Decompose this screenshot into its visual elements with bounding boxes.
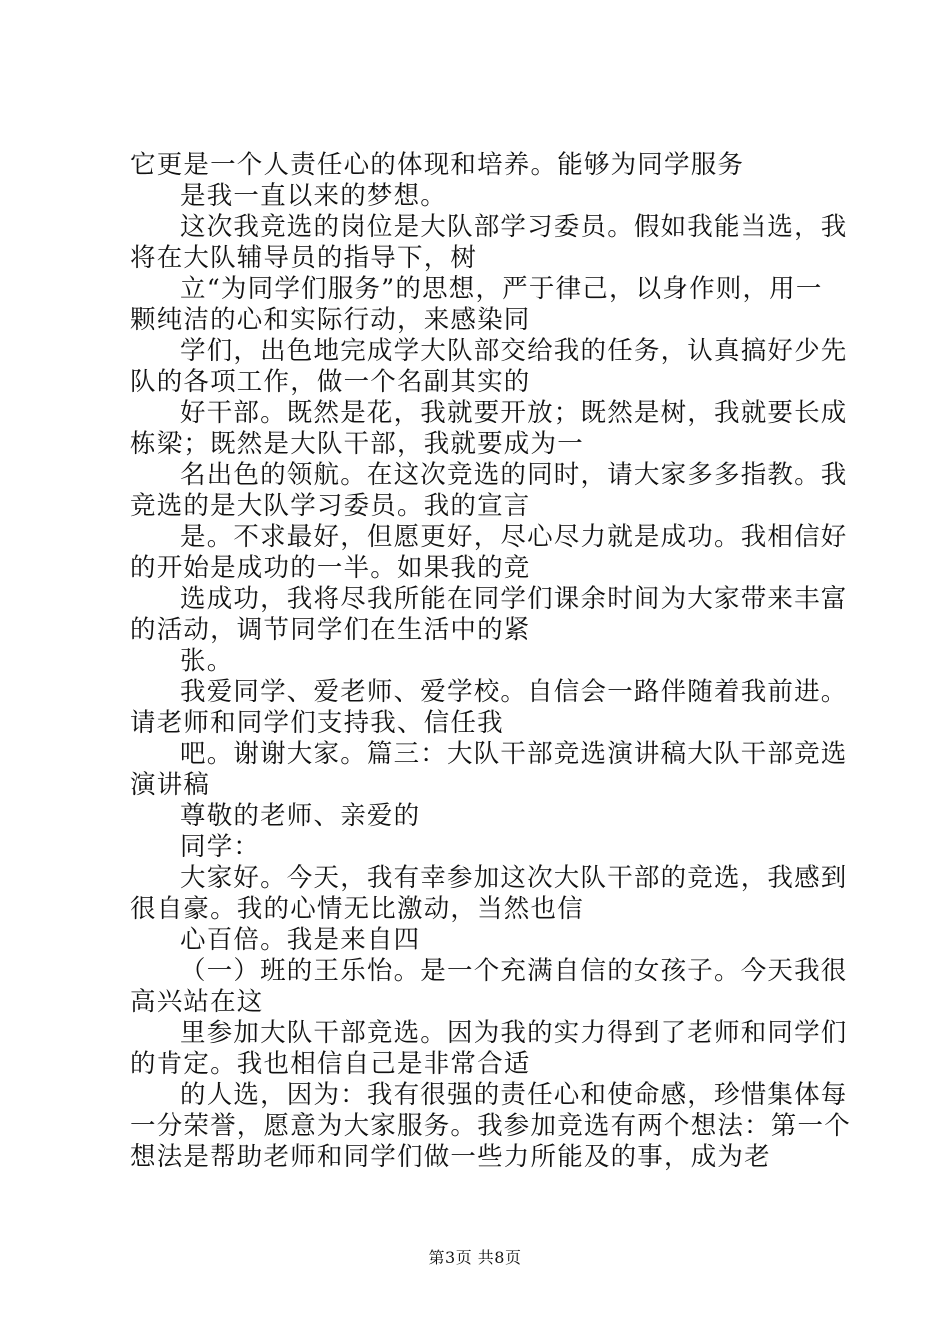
paragraph-line: 它更是一个人责任心的体现和培养。能够为同学服务 — [130, 150, 745, 180]
paragraph-line: 的肯定。我也相信自己是非常合适 — [130, 1049, 531, 1079]
paragraph-line: 我爱同学、爱老师、爱学校。自信会一路伴随着我前进。 — [180, 677, 848, 707]
paragraph-line: 竞选的是大队学习委员。我的宣言 — [130, 491, 531, 521]
paragraph — [130, 1080, 851, 1173]
paragraph-line: 栋梁；既然是大队干部，我就要成为一 — [130, 429, 584, 459]
paragraph — [130, 1018, 848, 1080]
paragraph-line: 一分荣誉，愿意为大家服务。我参加竞选有两个想法：第一个 — [130, 1111, 851, 1141]
paragraph-line: 里参加大队干部竞选。因为我的实力得到了老师和同学们 — [180, 1018, 848, 1048]
paragraph-line: 好干部。既然是花，我就要开放；既然是树，我就要长成 — [180, 398, 848, 428]
paragraph-line: 心百倍。我是来自四 — [180, 925, 421, 955]
document-body — [130, 150, 851, 1173]
paragraph — [130, 646, 835, 677]
paragraph-line: 的活动，调节同学们在生活中的紧 — [130, 615, 531, 645]
paragraph-line: （一）班的王乐怡。是一个充满自信的女孩子。今天我很 — [180, 956, 848, 986]
paragraph — [130, 274, 835, 336]
paragraph — [130, 336, 848, 398]
paragraph-line: 队的各项工作，做一个名副其实的 — [130, 367, 531, 397]
paragraph-line: 大家好。今天，我有幸参加这次大队干部的竞选，我感到 — [180, 863, 848, 893]
paragraph-line: 演讲稿 — [130, 770, 211, 800]
paragraph — [130, 150, 835, 181]
paragraph-line: 的开始是成功的一半。如果我的竞 — [130, 553, 531, 583]
paragraph — [130, 398, 848, 460]
paragraph-line: 想法是帮助老师和同学们做一些力所能及的事，成为老 — [130, 1142, 771, 1172]
paragraph-line: 的人选，因为：我有很强的责任心和使命感，珍惜集体每 — [180, 1080, 848, 1110]
paragraph-line: 尊敬的老师、亲爱的 — [180, 801, 421, 831]
paragraph-line: 选成功，我将尽我所能在同学们课余时间为大家带来丰富 — [180, 584, 848, 614]
paragraph — [130, 739, 848, 801]
paragraph — [130, 801, 835, 832]
paragraph-line: 高兴站在这 — [130, 987, 264, 1017]
paragraph — [130, 584, 848, 646]
paragraph-line: 名出色的领航。在这次竞选的同时，请大家多多指教。我 — [180, 460, 848, 490]
paragraph — [130, 956, 848, 1018]
paragraph-line: 是。不求最好，但愿更好，尽心尽力就是成功。我相信好 — [180, 522, 848, 552]
paragraph — [130, 212, 848, 274]
paragraph-line: 这次我竞选的岗位是大队部学习委员。假如我能当选，我 — [180, 212, 848, 242]
page-number-footer: 第3页 共8页 — [428, 1248, 522, 1267]
paragraph — [130, 832, 835, 863]
paragraph-line: 立“为同学们服务”的思想，严于律己，以身作则，用一 — [180, 274, 823, 304]
paragraph-line: 学们，出色地完成学大队部交给我的任务，认真搞好少先 — [180, 336, 848, 366]
paragraph-line: 同学： — [180, 832, 261, 862]
paragraph — [130, 460, 848, 522]
paragraph — [130, 522, 848, 584]
paragraph-line: 很自豪。我的心情无比激动，当然也信 — [130, 894, 584, 924]
paragraph — [130, 181, 835, 212]
paragraph — [130, 863, 848, 925]
paragraph-line: 将在大队辅导员的指导下，树 — [130, 243, 478, 273]
paragraph-line: 张。 — [180, 646, 234, 676]
paragraph — [130, 677, 848, 739]
paragraph-line: 请老师和同学们支持我、信任我 — [130, 708, 504, 738]
paragraph — [130, 925, 835, 956]
paragraph-line: 是我一直以来的梦想。 — [180, 181, 448, 211]
paragraph-line: 颗纯洁的心和实际行动，来感染同 — [130, 305, 531, 335]
paragraph-line: 吧。谢谢大家。篇三：大队干部竞选演讲稿大队干部竞选 — [180, 739, 848, 769]
